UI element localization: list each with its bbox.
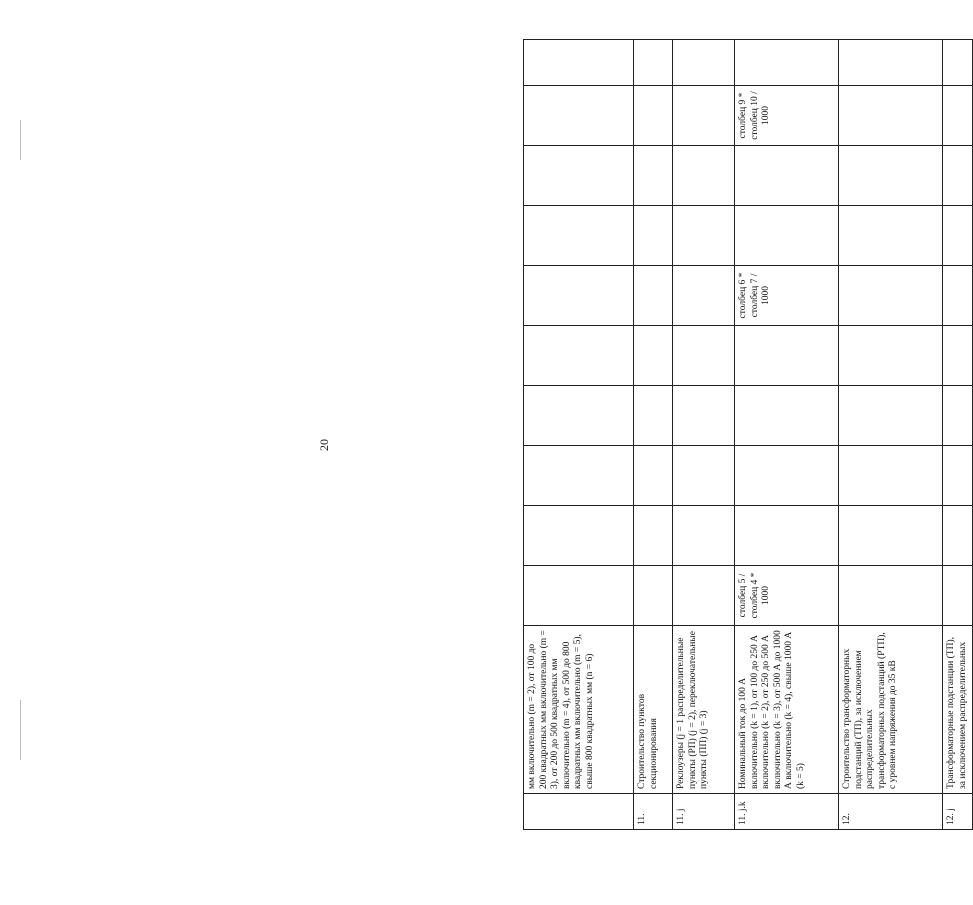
table-row bbox=[524, 40, 634, 830]
data-cell bbox=[673, 446, 735, 506]
data-cell bbox=[943, 86, 973, 146]
data-cell bbox=[735, 206, 839, 266]
row-description-cell: мм включительно (m = 2), от 100 до 200 квадратных мм включительно (m = 3), от 200 до 500 квадратных мм включительно (m = 4), от 500 до 800 квадратных мм включительно (m = 5), свыше 800 квадратных мм (n = 6) bbox=[524, 626, 634, 794]
table-row bbox=[839, 40, 943, 830]
data-cell bbox=[839, 446, 943, 506]
row-number-cell: 12. bbox=[839, 794, 943, 830]
data-cell bbox=[943, 386, 973, 446]
table-row bbox=[634, 40, 673, 830]
data-cell bbox=[839, 326, 943, 386]
data-cell bbox=[673, 506, 735, 566]
data-cell bbox=[673, 146, 735, 206]
scan-margin-mark bbox=[20, 700, 21, 760]
tariff-table bbox=[523, 39, 973, 830]
data-cell bbox=[839, 206, 943, 266]
data-cell bbox=[634, 386, 673, 446]
table-body bbox=[524, 40, 973, 830]
data-cell bbox=[839, 266, 943, 326]
data-cell bbox=[634, 146, 673, 206]
data-cell bbox=[735, 506, 839, 566]
data-cell bbox=[943, 446, 973, 506]
data-cell bbox=[839, 506, 943, 566]
data-cell bbox=[524, 506, 634, 566]
data-cell bbox=[634, 206, 673, 266]
data-cell bbox=[524, 86, 634, 146]
data-cell: столбец 9 * столбец 10 / 1000 bbox=[735, 86, 839, 146]
data-cell bbox=[524, 206, 634, 266]
data-cell bbox=[943, 326, 973, 386]
data-cell bbox=[943, 206, 973, 266]
data-cell bbox=[673, 566, 735, 626]
scan-margin-mark bbox=[20, 120, 21, 160]
data-cell: столбец 6 * столбец 7 / 1000 bbox=[735, 266, 839, 326]
row-description-cell: Строительство пунктов секционирования bbox=[634, 626, 673, 794]
data-cell bbox=[839, 566, 943, 626]
data-cell bbox=[524, 146, 634, 206]
data-cell bbox=[634, 566, 673, 626]
data-cell bbox=[735, 446, 839, 506]
data-cell bbox=[839, 40, 943, 86]
data-cell bbox=[943, 506, 973, 566]
data-cell bbox=[735, 326, 839, 386]
data-cell bbox=[524, 266, 634, 326]
row-number-cell: 11. bbox=[634, 794, 673, 830]
data-cell bbox=[673, 266, 735, 326]
data-cell: столбец 5 / столбец 4 * 1000 bbox=[735, 566, 839, 626]
data-cell bbox=[735, 146, 839, 206]
row-number-cell: 12. j bbox=[943, 794, 973, 830]
data-cell bbox=[735, 386, 839, 446]
data-cell bbox=[634, 506, 673, 566]
page-number: 20 bbox=[317, 439, 331, 451]
data-cell bbox=[943, 146, 973, 206]
data-cell bbox=[524, 326, 634, 386]
data-cell bbox=[524, 446, 634, 506]
data-cell bbox=[524, 40, 634, 86]
data-cell bbox=[943, 566, 973, 626]
table-row bbox=[735, 40, 839, 830]
data-cell bbox=[839, 86, 943, 146]
data-cell bbox=[735, 40, 839, 86]
row-description-cell: Реклоузеры (j = 1 распределительные пункты (РП) (j = 2), переключательные пункты (ПП) (j = 3) bbox=[673, 626, 735, 794]
data-cell bbox=[839, 146, 943, 206]
table-row bbox=[673, 40, 735, 830]
data-cell bbox=[634, 446, 673, 506]
row-number-cell bbox=[524, 794, 634, 830]
data-cell bbox=[673, 206, 735, 266]
data-cell bbox=[673, 386, 735, 446]
data-cell bbox=[634, 40, 673, 86]
table-row bbox=[943, 40, 973, 830]
row-description-cell: Трансформаторные подстанции (ТП), за исключением распределительных bbox=[943, 626, 973, 794]
row-description-cell: Строительство трансформаторных подстанций (ТП), за исключением распределительных трансформаторных подстанций (РТП), с уровнем напряжения до 35 кВ bbox=[839, 626, 943, 794]
data-cell bbox=[839, 386, 943, 446]
data-cell bbox=[524, 386, 634, 446]
rotated-table-wrapper bbox=[523, 40, 968, 830]
data-cell bbox=[673, 326, 735, 386]
data-cell bbox=[634, 266, 673, 326]
row-description-cell: Номинальный ток до 100 А включительно (k = 1), от 100 до 250 А включительно (k = 2), от 250 до 500 А включительно (k = 3), от 500 А до 1000 А включительно (k = 4), свыше 1000 А (k = 5) bbox=[735, 626, 839, 794]
data-cell bbox=[634, 86, 673, 146]
row-number-cell: 11. j bbox=[673, 794, 735, 830]
data-cell bbox=[943, 40, 973, 86]
data-cell bbox=[673, 86, 735, 146]
data-cell bbox=[524, 566, 634, 626]
data-cell bbox=[943, 266, 973, 326]
data-cell bbox=[634, 326, 673, 386]
row-number-cell: 11. j.k bbox=[735, 794, 839, 830]
data-cell bbox=[673, 40, 735, 86]
